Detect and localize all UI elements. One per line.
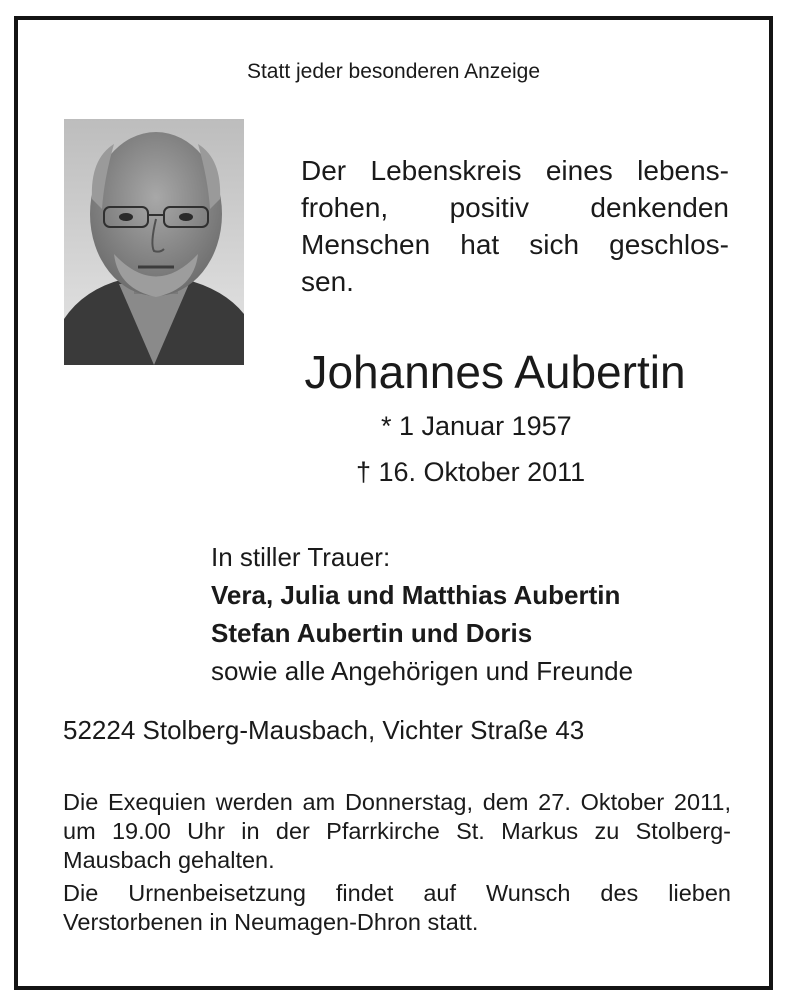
notice-header: Statt jeder besonderen Anzeige (246, 60, 541, 83)
service-notes (63, 788, 731, 941)
family-address: 52224 Stolberg-Mausbach, Vichter Straße 43 (63, 715, 585, 745)
quote-line: Der Lebenskreis eines lebens- (301, 155, 729, 186)
birth-date: * 1 Januar 1957 (381, 411, 572, 441)
exequies-note: Die Exequien werden am Donnerstag, dem 27. Oktober 2011, um 19.00 Uhr in der Pfarrkirche St. Markus zu Stolberg-Mausbach gehalten. (63, 789, 731, 873)
portrait-photo (64, 119, 244, 365)
death-date: † 16. Oktober 2011 (356, 457, 586, 487)
mourners-family: Vera, Julia und Matthias Aubertin (211, 580, 621, 610)
mourners-intro: In stiller Trauer: (211, 542, 391, 572)
portrait-image (64, 119, 244, 365)
urn-note: Die Urnenbeisetzung findet auf Wunsch des lieben Verstorbenen in Neumagen-Dhron statt. (63, 880, 731, 935)
obituary-notice (14, 16, 773, 990)
deceased-name: Johannes Aubertin (304, 346, 686, 398)
mourners-family: Stefan Aubertin und Doris (211, 618, 533, 648)
mourners-block (211, 538, 633, 690)
memorial-quote (301, 152, 729, 300)
quote-line: frohen, positiv denkenden (301, 192, 729, 223)
quote-line: Menschen hat sich geschlos- (301, 229, 729, 260)
mourners-others: sowie alle Angehörigen und Freunde (211, 656, 634, 686)
quote-line: sen. (301, 266, 354, 297)
